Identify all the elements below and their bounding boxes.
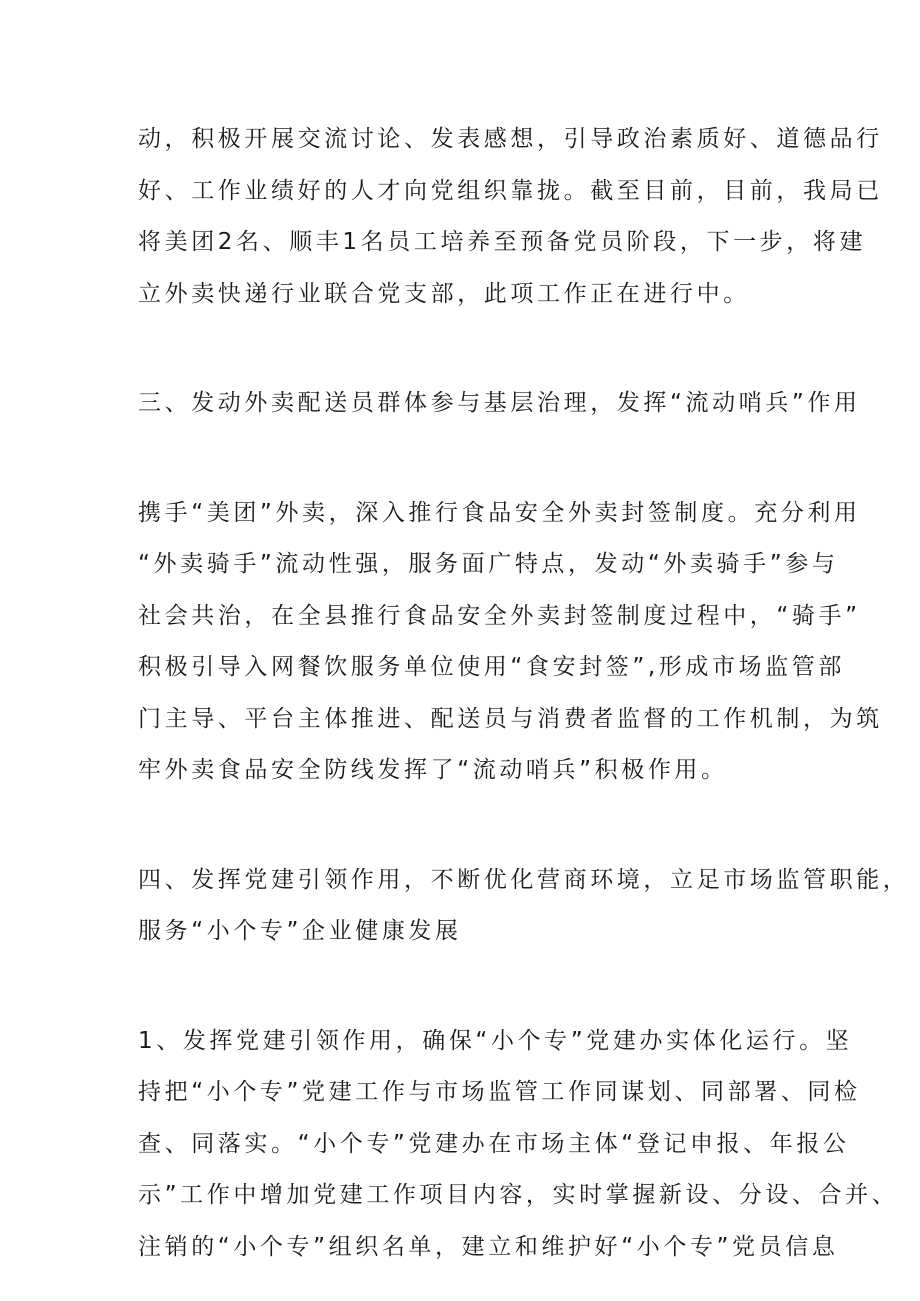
document-page [138, 120, 910, 1279]
text-line: 积极引导入网餐饮服务单位使用“食安封签”,形成市场监管部 [138, 654, 845, 680]
text-line: 持把“小个专”党建工作与市场监管工作同谋划、同部署、同检 [138, 1079, 861, 1105]
heading-line: 三、发动外卖配送员群体参与基层治理，发挥“流动哨兵”作用 [138, 390, 861, 416]
text-line: 查、同落实。“小个专”党建办在市场主体“登记申报、年报公 [138, 1130, 850, 1157]
paragraph-item-1 [138, 1022, 899, 1280]
text-line: 好、工作业绩好的人才向党组织靠拢。截至目前，目前，我局已 [138, 177, 883, 204]
text-line: 注销的“小个专”组织名单，建立和维护好“小个专”党员信息 [138, 1233, 839, 1260]
heading-line: 四、发挥党建引领作用，不断优化营商环境，立足市场监管职能， [138, 866, 910, 893]
text-line: 1、发挥党建引领作用，确保“小个专”党建办实体化运行。坚 [138, 1027, 853, 1054]
text-line: “外卖骑手”流动性强，服务面广特点，发动“外卖骑手”参与 [138, 551, 839, 577]
text-line: 示”工作中增加党建工作项目内容，实时掌握新设、分设、合并、 [138, 1182, 899, 1208]
text-line: 将美团2名、顺丰1名员工培养至预备党员阶段，下一步，将建 [138, 229, 867, 255]
text-line: 牢外卖食品安全防线发挥了“流动哨兵”积极作用。 [138, 757, 728, 783]
text-line: 社会共治，在全县推行食品安全外卖封签制度过程中，“骑手” [138, 602, 861, 629]
paragraph-food-safety-seal [138, 494, 883, 803]
text-line: 立外卖快递行业联合党支部，此项工作正在进行中。 [138, 280, 750, 307]
heading-line: 服务“小个专”企业健康发展 [138, 918, 462, 944]
section-heading-3 [138, 384, 861, 436]
text-line: 门主导、平台主体推进、配送员与消费者监督的工作机制，为筑 [138, 705, 883, 732]
text-line: 动，积极开展交流讨论、发表感想，引导政治素质好、道德品行 [138, 126, 883, 152]
text-line: 携手“美团”外卖，深入推行食品安全外卖封签制度。充分利用 [138, 499, 861, 526]
paragraph-party-training [138, 120, 883, 326]
section-heading-4 [138, 861, 910, 964]
